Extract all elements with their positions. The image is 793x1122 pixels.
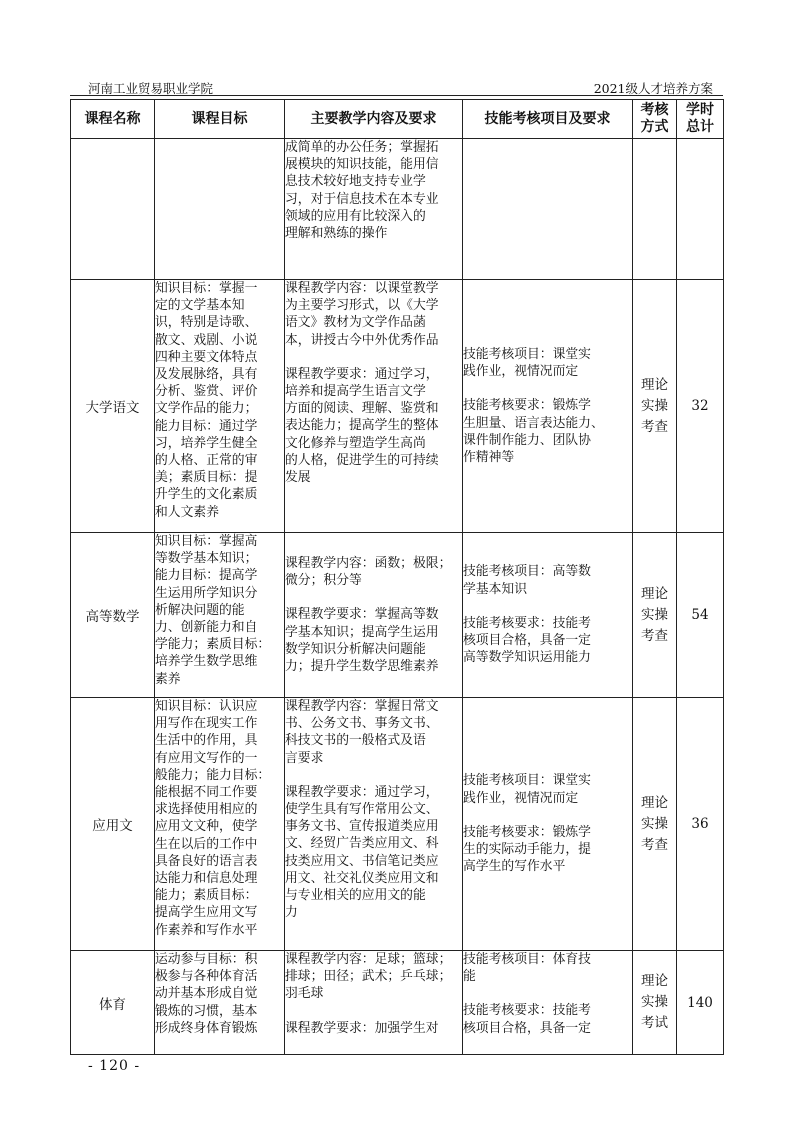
assess-method: 理论 实操 考查 [633,280,677,533]
table-row [71,698,724,951]
assess-method: 理论 实操 考试 [633,951,677,1055]
table-row [71,533,724,698]
col-header-content: 主要教学内容及要求 [285,100,463,139]
assess-method: 理论 实操 考查 [633,698,677,951]
header-plan-title: 2021级人才培养方案 [593,81,713,96]
total-hours: 140 [677,951,724,1055]
course-content: 成简单的办公任务；掌握拓 展模块的知识技能，能用信 息技术较好地支持专业学 习，对于信息技术在本专业 领域的应用有比较深入的 理解和熟练的操作 [285,139,463,280]
header-rule [70,95,723,96]
table-header-row [71,100,724,139]
course-name: 体育 [71,951,155,1055]
assess-method: 理论 实操 考查 [633,533,677,698]
total-hours: 36 [677,698,724,951]
skill-assessment: 技能考核项目：课堂实 践作业，视情况而定 技能考核要求：锻炼学 生胆量、语言表达能力、 课件制作能力、团队协 作精神等 [463,280,633,533]
course-name [71,139,155,280]
page-number: - 120 - [88,1058,141,1074]
total-hours: 32 [677,280,724,533]
col-header-course-goal: 课程目标 [155,100,285,139]
course-goal: 运动参与目标：积 极参与各种体育活 动并基本形成自觉 锻炼的习惯，基本 形成终身体育锻炼 [155,951,285,1055]
course-name: 大学语文 [71,280,155,533]
course-content: 课程教学内容：以课堂教学 为主要学习形式，以《大学 语文》教材为文学作品菡 本，讲授古今中外优秀作品 课程教学要求：通过学习， 培养和提高学生语言文学 方面的阅读、理解、鉴赏和 表达能力；提高学生的整体 文化修养与塑造学生高尚 的人格，促进学生的可持续 发展 [285,280,463,533]
course-name: 高等数学 [71,533,155,698]
assess-method [633,139,677,280]
course-content: 课程教学内容：足球；篮球； 排球；田径；武术；乒乓球； 羽毛球 课程教学要求：加强学生对 [285,951,463,1055]
table-row [71,280,724,533]
header-school-name: 河南工业贸易职业学院 [88,81,214,96]
skill-assessment: 技能考核项目：课堂实 践作业，视情况而定 技能考核要求：锻炼学 生的实际动手能力，提 高学生的写作水平 [463,698,633,951]
table-row [71,139,724,280]
col-header-assess-method: 考核 方式 [633,100,677,139]
course-goal [155,139,285,280]
course-goal: 知识目标：掌握高 等数学基本知识； 能力目标：提高学 生运用所学知识分 析解决问题的能 力、创新能力和自 学能力；素质目标： 培养学生数学思维 素养 [155,533,285,698]
total-hours [677,139,724,280]
course-content: 课程教学内容：函数；极限； 微分；积分等 课程教学要求：掌握高等数 学基本知识；提高学生运用 数学知识分析解决问题能 力；提升学生数学思维素养 [285,533,463,698]
col-header-skill: 技能考核项目及要求 [463,100,633,139]
total-hours: 54 [677,533,724,698]
course-content: 课程教学内容：掌握日常文 书、公务文书、事务文书、 科技文书的一般格式及语 言要求 课程教学要求：通过学习， 使学生具有写作常用公文、 事务文书、宣传报道类应用 文、经贸广告类应用文、科 技类应用文、书信笔记类应 用文、社交礼仪类应用文和 与专业相关的应用文的能 力 [285,698,463,951]
course-goal: 知识目标：掌握一 定的文学基本知 识，特别是诗歌、 散文、戏剧、小说 四种主要文体特点 及发展脉络，具有 分析、鉴赏、评价 文学作品的能力； 能力目标：通过学 习，培养学生健全 的人格、正常的审 美；素质目标：提 升学生的文化素质 和人文素养 [155,280,285,533]
curriculum-table [70,99,724,1055]
col-header-course-name: 课程名称 [71,100,155,139]
skill-assessment: 技能考核项目：体育技 能 技能考核要求：技能考 核项目合格，具备一定 [463,951,633,1055]
course-name: 应用文 [71,698,155,951]
skill-assessment: 技能考核项目：高等数 学基本知识 技能考核要求：技能考 核项目合格，具备一定 高等数学知识运用能力 [463,533,633,698]
course-goal: 知识目标：认识应 用写作在现实工作 生活中的作用，具 有应用文写作的一 般能力；能力目标： 能根据不同工作要 求选择使用相应的 应用文文种，使学 生在以后的工作中 具备良好的语言表 达能力和信息处理 能力；素质目标： 提高学生应用文写 作素养和写作水平 [155,698,285,951]
col-header-total-hours: 学时 总计 [677,100,724,139]
table-row [71,951,724,1055]
skill-assessment [463,139,633,280]
